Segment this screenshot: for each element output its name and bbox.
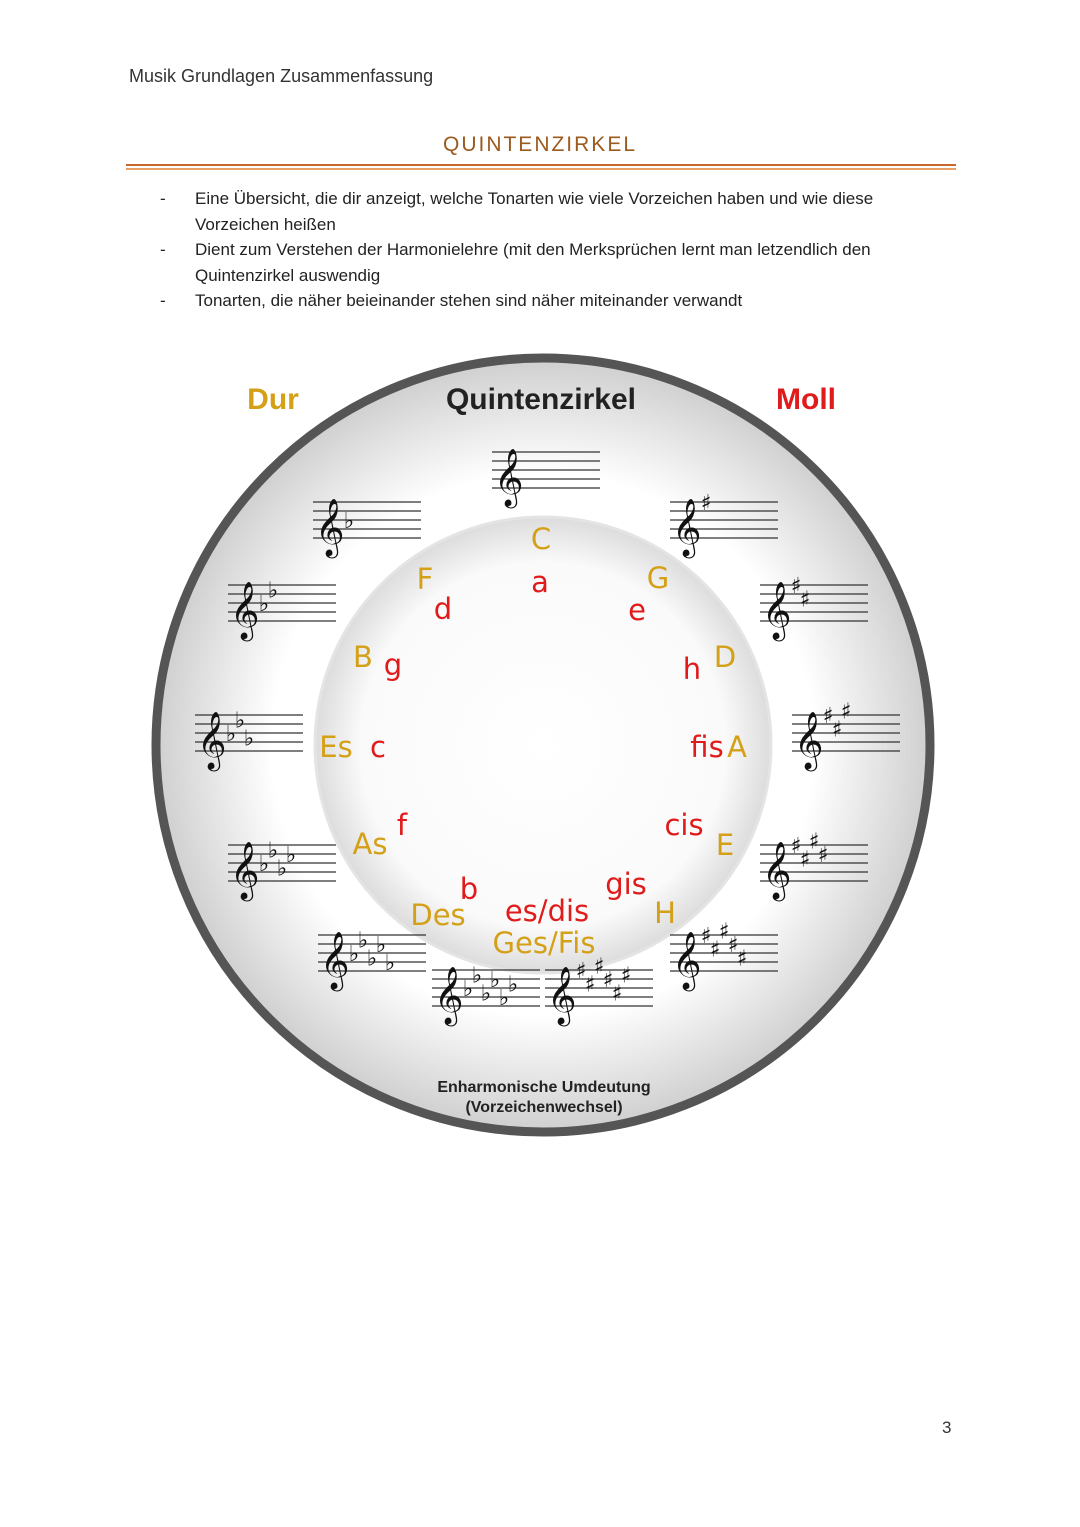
treble-clef-icon: 𝄞 <box>762 841 792 899</box>
sharp-icon: ♯ <box>593 954 605 980</box>
sharp-icon: ♯ <box>709 937 721 963</box>
treble-clef-icon: 𝄞 <box>230 841 260 899</box>
sharp-icon: ♯ <box>808 829 820 855</box>
flat-icon: ♭ <box>462 977 474 1002</box>
sharp-icon: ♯ <box>831 717 843 743</box>
title-rule <box>126 164 956 166</box>
sharp-icon: ♯ <box>799 847 811 873</box>
minor-key-1: e <box>628 593 646 627</box>
footer-line1: Enharmonische Umdeutung <box>437 1079 651 1096</box>
major-key-8: As <box>352 827 388 861</box>
flat-icon: ♭ <box>498 986 510 1011</box>
flat-icon: ♭ <box>276 856 288 882</box>
minor-key-0: a <box>531 565 549 599</box>
circle-title: Quintenzirkel <box>445 383 637 416</box>
bullet-item <box>150 288 950 314</box>
minor-key-5: gis <box>605 867 647 901</box>
sharp-icon: ♯ <box>584 972 596 998</box>
bullet-text: Eine Übersicht, die dir anzeigt, welche Tonarten wie viele Vorzeichen haben und wie diese Vorzeichen heißen <box>195 189 874 234</box>
sharp-icon: ♯ <box>700 924 712 949</box>
minor-key-11: d <box>433 592 453 626</box>
flat-icon: ♭ <box>357 928 369 954</box>
major-key-9: Es <box>319 730 353 764</box>
treble-clef-icon: 𝄞 <box>230 581 260 639</box>
minor-key-7: b <box>459 872 479 906</box>
bullet-item <box>150 237 950 288</box>
treble-clef-icon: 𝄞 <box>434 966 464 1024</box>
sharp-icon: ♯ <box>575 959 587 984</box>
flat-icon: ♭ <box>348 942 360 967</box>
minor-key-8: f <box>396 808 408 842</box>
sharp-icon: ♯ <box>840 699 852 725</box>
flat-icon: ♭ <box>267 578 279 604</box>
major-key-6: Ges/Fis <box>492 926 596 960</box>
flat-icon: ♭ <box>375 933 387 958</box>
flat-icon: ♭ <box>258 592 270 617</box>
major-key-5: H <box>654 896 676 930</box>
major-key-0: C <box>530 522 552 556</box>
major-label: Dur <box>247 383 299 416</box>
major-key-4: E <box>715 828 735 862</box>
minor-key-4: cis <box>664 808 704 842</box>
flat-icon: ♭ <box>243 726 255 752</box>
flat-icon: ♭ <box>258 852 270 877</box>
flat-icon: ♭ <box>384 951 396 976</box>
sharp-icon: ♯ <box>620 963 632 989</box>
treble-clef-icon: 𝄞 <box>197 711 227 769</box>
sharp-icon: ♯ <box>790 574 802 599</box>
sharp-icon: ♯ <box>611 981 623 1007</box>
sharp-icon: ♯ <box>736 946 748 972</box>
minor-key-2: h <box>682 652 702 686</box>
flat-icon: ♭ <box>225 722 237 747</box>
treble-clef-icon: 𝄞 <box>494 448 524 506</box>
treble-clef-icon: 𝄞 <box>762 581 792 639</box>
page-number: 3 <box>942 1418 952 1437</box>
sharp-icon: ♯ <box>790 834 802 859</box>
major-key-1: G <box>646 561 670 595</box>
sharp-icon: ♯ <box>602 968 614 993</box>
flat-icon: ♭ <box>489 968 501 993</box>
bullet-marker: - <box>160 189 166 208</box>
treble-clef-icon: 𝄞 <box>315 498 345 556</box>
flat-icon: ♭ <box>366 946 378 972</box>
bullet-marker: - <box>160 240 166 259</box>
major-key-7: Des <box>410 898 466 932</box>
sharp-icon: ♯ <box>817 843 829 868</box>
minor-key-3: fis <box>690 730 724 764</box>
sharp-icon: ♯ <box>727 933 739 958</box>
flat-icon: ♭ <box>507 972 519 998</box>
treble-clef-icon: 𝄞 <box>794 711 824 769</box>
flat-icon: ♭ <box>480 981 492 1007</box>
treble-clef-icon: 𝄞 <box>547 966 577 1024</box>
major-key-10: B <box>353 640 373 674</box>
bullet-item <box>150 186 950 237</box>
sharp-icon: ♯ <box>799 587 811 613</box>
bullet-marker: - <box>160 291 166 310</box>
flat-icon: ♭ <box>267 838 279 864</box>
major-key-11: F <box>416 562 434 596</box>
flat-icon: ♭ <box>343 509 355 534</box>
footer-line2: (Vorzeichenwechsel) <box>465 1099 623 1116</box>
title-rule-accent <box>126 168 956 170</box>
minor-label: Moll <box>776 383 836 416</box>
major-key-2: D <box>713 640 737 674</box>
treble-clef-icon: 𝄞 <box>320 931 350 989</box>
sharp-icon: ♯ <box>822 704 834 729</box>
page-header: Musik Grundlagen Zusammenfassung <box>129 66 434 86</box>
minor-key-6: es/dis <box>504 894 590 928</box>
bullet-list <box>150 186 950 314</box>
sharp-icon: ♯ <box>718 919 730 945</box>
bullet-text: Tonarten, die näher beieinander stehen sind näher miteinander verwandt <box>195 291 743 310</box>
flat-icon: ♭ <box>471 963 483 989</box>
flat-icon: ♭ <box>285 843 297 868</box>
sharp-icon: ♯ <box>700 491 712 516</box>
circle-of-fifths-diagram <box>150 345 950 1145</box>
minor-key-10: g <box>383 648 403 682</box>
treble-clef-icon: 𝄞 <box>672 931 702 989</box>
treble-clef-icon: 𝄞 <box>672 498 702 556</box>
major-key-3: A <box>727 730 747 764</box>
flat-icon: ♭ <box>234 708 246 734</box>
section-title: QUINTENZIRKEL <box>442 133 638 156</box>
minor-key-9: c <box>370 730 386 764</box>
bullet-text: Dient zum Verstehen der Harmonielehre (mit den Merksprüchen lernt man letzendlich den Quintenzirkel auswendig <box>195 240 871 285</box>
